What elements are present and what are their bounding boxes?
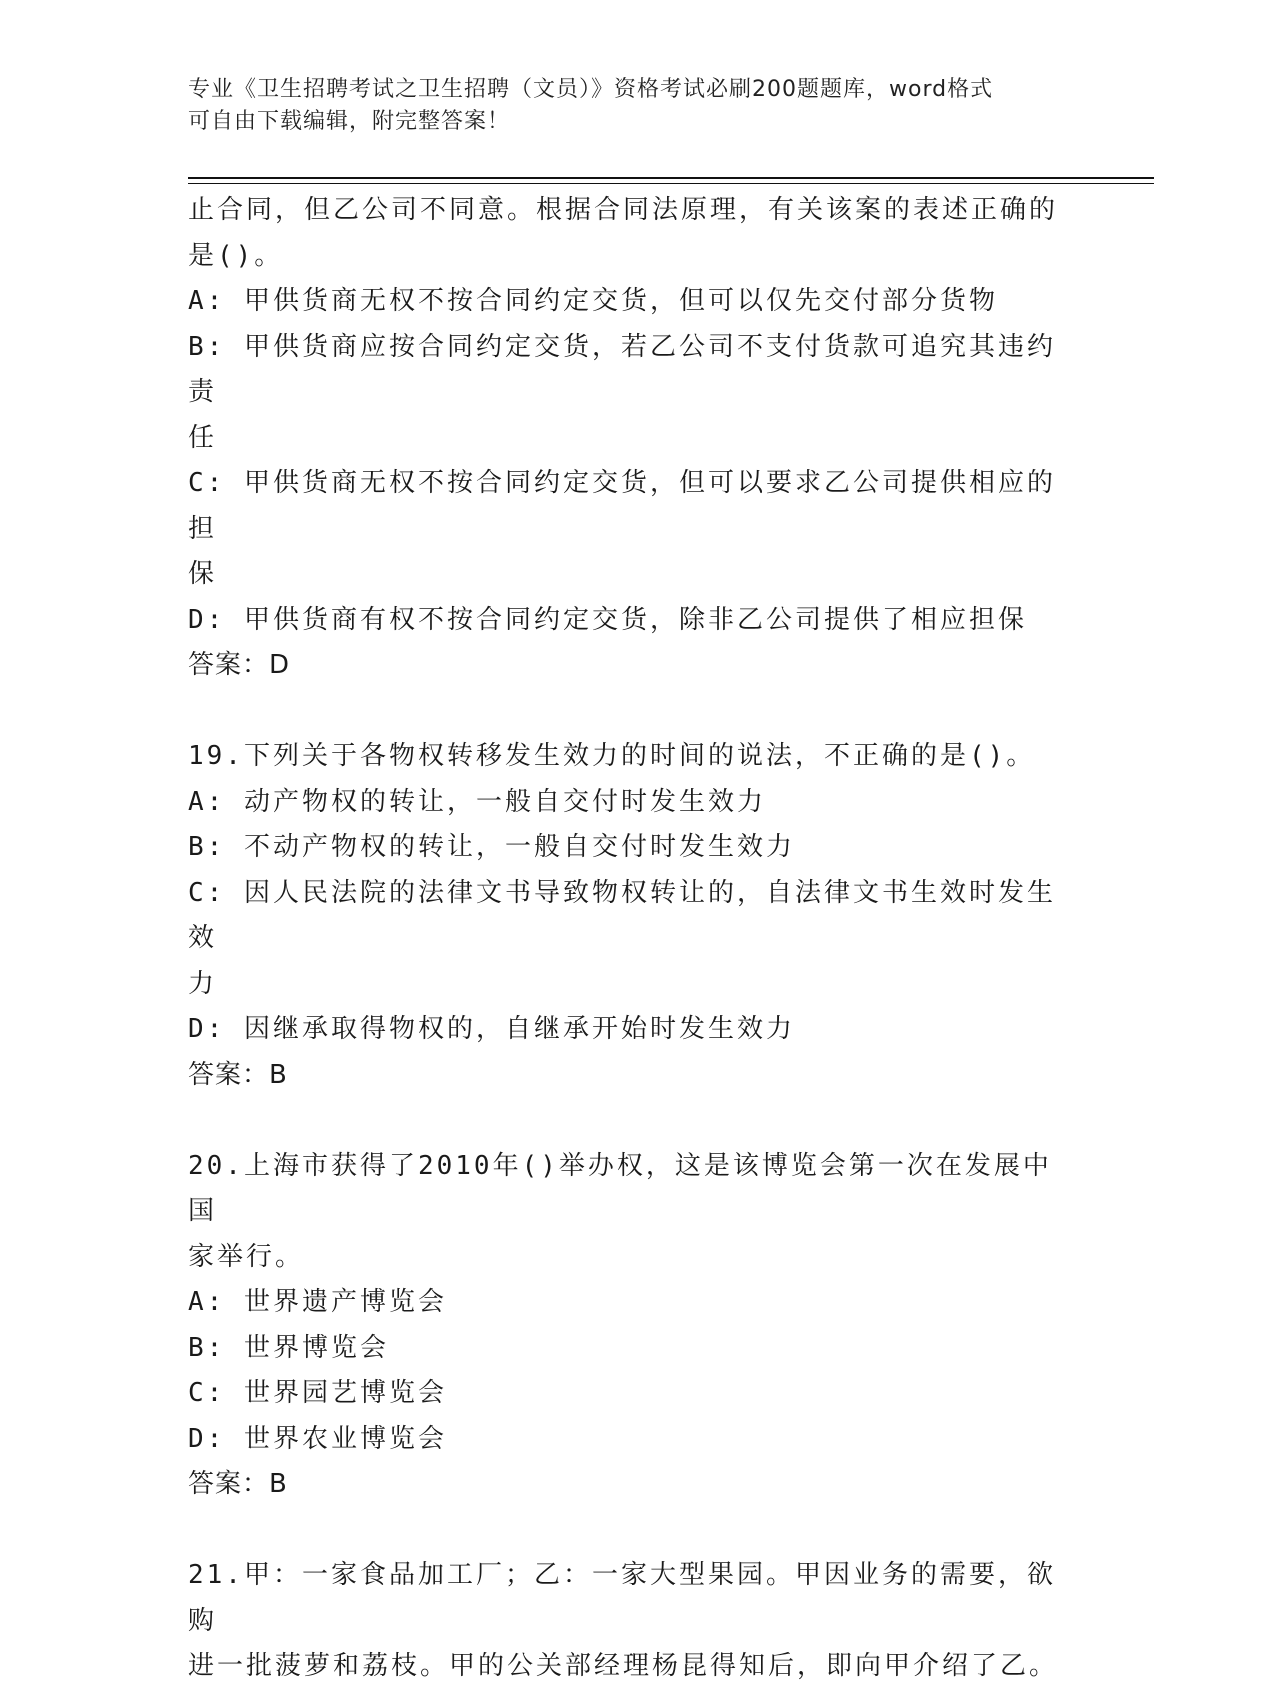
answer-label: 答案：B: [188, 1469, 288, 1499]
option-b: B: 世界博览会: [188, 1332, 389, 1363]
option-d: D: 因继承取得物权的，自继承开始时发生效力: [188, 1014, 795, 1044]
option-d: D: 世界农业博览会: [188, 1423, 447, 1454]
question-stem: 止合同，但乙公司不同意。根据合同法原理，有关该案的表述正确的: [188, 195, 1059, 225]
header-title-line-1: 专业《卫生招聘考试之卫生招聘（文员）》资格考试必刷200题题库，word格式: [188, 77, 994, 102]
header-divider-thin: [188, 183, 1154, 184]
question-stem-continued: 家举行。: [188, 1241, 305, 1272]
answer-label: 答案：D: [188, 650, 291, 680]
question-stem: 21.甲：一家食品加工厂；乙：一家大型果园。甲因业务的需要，欲购: [188, 1560, 1056, 1636]
question-stem: 19.下列关于各物权转移发生效力的时间的说法，不正确的是()。: [188, 741, 1036, 771]
option-c: C: 世界园艺博览会: [188, 1378, 447, 1408]
question-20: [188, 1144, 1078, 1508]
option-d: D: 甲供货商有权不按合同约定交货，除非乙公司提供了相应担保: [188, 604, 1027, 635]
option-a: A: 动产物权的转让，一般自交付时发生效力: [188, 786, 766, 817]
spacer: [188, 1508, 1078, 1554]
question-list: [188, 188, 1078, 1690]
option-a: A: 甲供货商无权不按合同约定交货，但可以仅先交付部分货物: [188, 286, 998, 316]
spacer: [188, 1098, 1078, 1144]
option-c: C: 甲供货商无权不按合同约定交货，但可以要求乙公司提供相应的担: [188, 468, 1056, 544]
option-b: B: 不动产物权的转让，一般自交付时发生效力: [188, 832, 795, 862]
spacer: [188, 689, 1078, 735]
question-18: [188, 188, 1078, 689]
option-b: B: 甲供货商应按合同约定交货，若乙公司不支付货款可追究其违约责: [188, 331, 1056, 407]
question-19: [188, 734, 1078, 1098]
question-stem: 20.上海市获得了2010年()举办权，这是该博览会第一次在发展中国: [188, 1150, 1052, 1226]
option-a: A: 世界遗产博览会: [188, 1287, 447, 1317]
header-title-line-2: 可自由下载编辑，附完整答案！: [188, 109, 511, 134]
option-c-continued: 力: [188, 968, 218, 999]
question-stem-continued: 是()。: [188, 240, 284, 271]
answer-label: 答案：B: [188, 1059, 288, 1090]
question-21: [188, 1553, 1078, 1690]
option-c: C: 因人民法院的法律文书导致物权转让的，自法律文书生效时发生效: [188, 877, 1056, 953]
question-stem-continued: 进一批菠萝和荔枝。甲的公关部经理杨昆得知后，即向甲介绍了乙。: [188, 1651, 1059, 1681]
header-divider-thick: [188, 177, 1154, 179]
document-header: [188, 74, 1068, 138]
option-b-continued: 任: [188, 422, 218, 453]
option-c-continued: 保: [188, 559, 218, 589]
